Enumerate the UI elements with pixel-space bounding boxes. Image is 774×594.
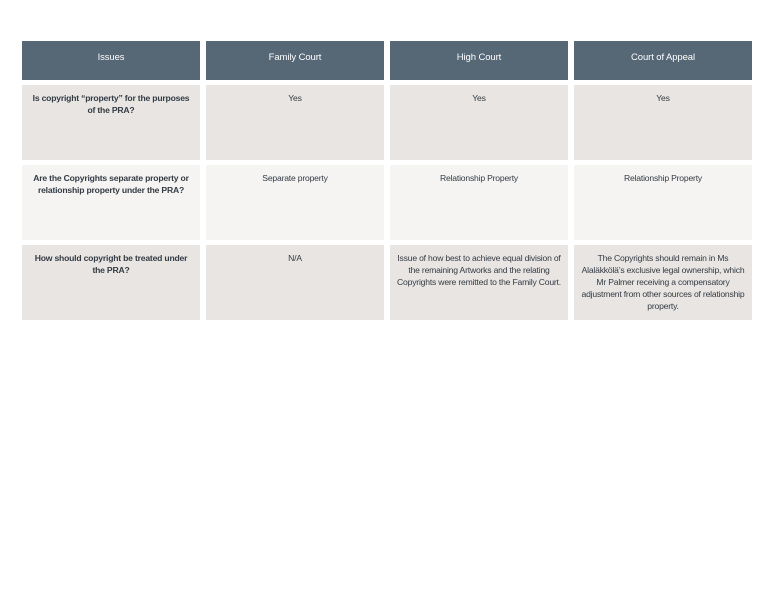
column-header-high-court: High Court bbox=[390, 41, 568, 80]
high-court-cell: Yes bbox=[390, 85, 568, 160]
comparison-table bbox=[22, 41, 753, 320]
family-court-cell: N/A bbox=[206, 245, 384, 320]
column-header-court-of-appeal: Court of Appeal bbox=[574, 41, 752, 80]
issue-cell: Is copyright “property” for the purposes of the PRA? bbox=[22, 85, 200, 160]
family-court-cell: Separate property bbox=[206, 165, 384, 240]
high-court-cell: Issue of how best to achieve equal division of the remaining Artworks and the relating Copyrights were remitted to the Family Court. bbox=[390, 245, 568, 320]
family-court-cell: Yes bbox=[206, 85, 384, 160]
high-court-cell: Relationship Property bbox=[390, 165, 568, 240]
column-header-issues: Issues bbox=[22, 41, 200, 80]
column-header-family-court: Family Court bbox=[206, 41, 384, 80]
court-of-appeal-cell: Yes bbox=[574, 85, 752, 160]
court-of-appeal-cell: The Copyrights should remain in Ms Alaläkkölä’s exclusive legal ownership, which Mr Palmer receiving a compensatory adjustment from other sources of relationship property. bbox=[574, 245, 752, 320]
issue-cell: Are the Copyrights separate property or relationship property under the PRA? bbox=[22, 165, 200, 240]
court-of-appeal-cell: Relationship Property bbox=[574, 165, 752, 240]
issue-cell: How should copyright be treated under the PRA? bbox=[22, 245, 200, 320]
